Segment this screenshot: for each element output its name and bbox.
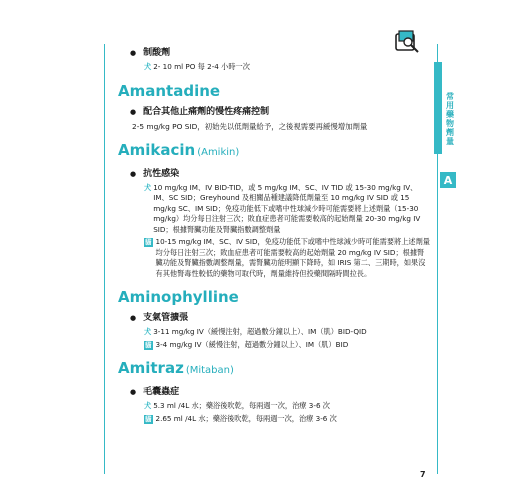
dose-row — [144, 340, 430, 351]
dose-text: 3-4 mg/kg IV（緩慢注射，超過數分鐘以上）、IM（肌）BID — [155, 339, 349, 349]
dose-text: 2.65 ml /4L 水；藥浴後吹乾，每兩週一次，治療 3-6 次 — [155, 413, 337, 423]
bullet-dot-icon: ● — [130, 388, 137, 396]
indication-label: 制酸劑 — [143, 48, 171, 58]
indication-heading — [130, 105, 430, 119]
dose-row — [144, 401, 430, 412]
side-section-label: 常用藥物劑量 — [446, 92, 454, 146]
drug-alt-name: (Mitaban) — [185, 365, 234, 376]
species-tag-dog: 犬 — [144, 401, 152, 410]
species-tag-dog: 犬 — [144, 327, 152, 336]
page-number: 7 — [420, 470, 426, 479]
dose-text: 5.3 ml /4L 水；藥浴後吹乾，每兩週一次，治療 3-6 次 — [153, 401, 330, 410]
dose-row — [144, 237, 430, 279]
indication-label: 支氣管擴張 — [143, 313, 189, 323]
indication-label: 抗性感染 — [143, 168, 180, 179]
drug-title — [118, 81, 430, 101]
species-tag-cat: 貓 — [145, 238, 152, 246]
bullet-dot-icon: ● — [130, 314, 137, 322]
drug-title — [118, 140, 430, 163]
side-letter-tab[interactable]: A — [440, 172, 456, 188]
species-tag-cat: 貓 — [145, 340, 152, 349]
drug-name: Aminophylline — [118, 288, 239, 306]
indication-heading — [130, 311, 430, 325]
drug-title — [118, 287, 430, 307]
drug-alt-name: (Amikin) — [197, 146, 240, 158]
indication-heading — [130, 385, 430, 399]
drug-name: Amitraz — [118, 359, 184, 377]
side-tab-bar — [434, 62, 442, 154]
drug-title — [118, 358, 430, 381]
dose-row — [144, 414, 430, 425]
bullet-dot-icon: ● — [130, 169, 137, 178]
dose-text: 10 mg/kg IM、IV BID-TID，或 5 mg/kg IM、SC、IV TID 或 15-30 mg/kg IV、IM、SC SID；Greyhound 及相關品種建議降低劑量至 10 mg/kg IV SID 或 15 mg/kg SC、IM SID；免疫功能低下或嗜中性球減少時可能需要將上述劑量（15-30 mg/kg）均分每日注射三次；敗血症患者可能需要較高的起始劑量 20-30 mg/kg IV SID；根據腎臟功能及腎臟指數調整劑量 — [153, 182, 421, 234]
indication-label: 毛囊蟲症 — [143, 387, 180, 397]
dose-text: 10-15 mg/kg IM、SC、IV SID，免疫功能低下或嗜中性球減少時可能需要將上述劑量均分每日注射三次；敗血症患者可能需要較高的起始劑量 20 mg/kg IV SID；根據腎臟功能及腎臟指數調整劑量，需腎臟功能明顯下降時，如 IRIS 第二、三期時，如果沒有其他腎毒性較低的藥物可取代時，劑量維持但投藥間隔時間拉長。 — [155, 237, 430, 278]
species-tag-cat: 貓 — [145, 414, 152, 423]
drug-name: Amantadine — [118, 81, 221, 100]
dose-row — [144, 327, 430, 338]
dose-row — [144, 62, 430, 73]
bullet-dot-icon: ● — [130, 49, 137, 57]
indication-heading — [130, 167, 430, 181]
drug-name: Amikacin — [118, 140, 196, 159]
content — [118, 44, 430, 424]
indication-label: 配合其他止痛劑的慢性疼痛控制 — [143, 106, 270, 117]
indication-heading — [130, 46, 430, 60]
dose-text: 3-11 mg/kg IV（緩慢注射，超過數分鐘以上）、IM（肌）BID-QID — [153, 327, 367, 336]
dose-text: 2- 10 ml PO 每 2-4 小時一次 — [153, 62, 250, 71]
dose-row — [144, 183, 430, 236]
species-tag-dog: 犬 — [144, 62, 152, 71]
bullet-dot-icon: ● — [130, 107, 137, 116]
species-tag-dog: 犬 — [144, 182, 152, 192]
dose-text: 2-5 mg/kg PO SID，初始先以低劑量給予，之後視需要再緩慢增加劑量 — [132, 121, 368, 131]
